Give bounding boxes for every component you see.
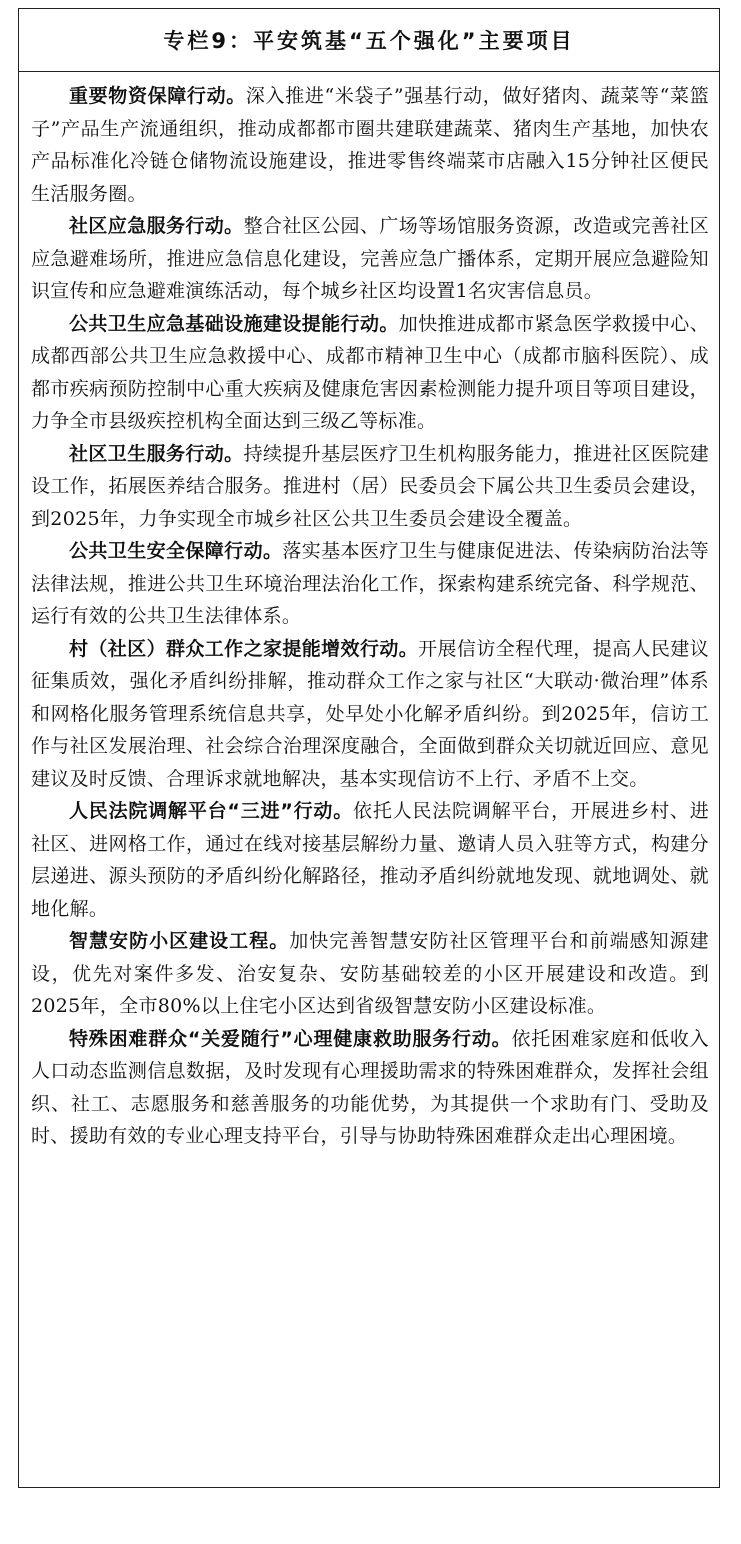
project-lead: 重要物资保障行动。: [69, 85, 246, 107]
project-item: [31, 633, 709, 796]
project-body: 整合社区公园、广场等场馆服务资源，改造或完善社区应急避难场所，推进应急信息化建设，完善应急广播体系，定期开展应急避险知识宣传和应急避难演练活动，每个城乡社区均设置1名灾害信息员。: [31, 215, 710, 302]
title-row: [19, 9, 719, 72]
project-body: 依托人民法院调解平台，开展进乡村、进社区、进网格工作，通过在线对接基层解纷力量、邀请人员入驻等方式，构建分层递进、源头预防的矛盾纠纷化解路径，推动矛盾纠纷就地发现、就地调处、就地化解。: [31, 800, 709, 920]
project-item: [31, 795, 709, 925]
project-lead: 人民法院调解平台“三进”行动。: [69, 800, 354, 822]
project-lead: 村（社区）群众工作之家提能增效行动。: [69, 637, 419, 660]
project-body: 依托困难家庭和低收入人口动态监测信息数据，及时发现有心理援助需求的特殊困难群众，发挥社会组织、社工、志愿服务和慈善服务的功能优势，为其提供一个求助有门、受助及时、援助有效的专业心理支持平台，引导与协助特殊困难群众走出心理困境。: [31, 1027, 709, 1147]
project-item: [31, 438, 709, 536]
project-lead: 特殊困难群众“关爱随行”心理健康救助服务行动。: [69, 1027, 512, 1050]
column-title: 专栏9：平安筑基“五个强化”主要项目: [163, 29, 575, 53]
project-lead: 智慧安防小区建设工程。: [69, 930, 290, 952]
project-lead: 社区应急服务行动。: [69, 215, 244, 237]
project-body: 加快推进成都市紧急医学救援中心、成都西部公共卫生应急救援中心、成都市精神卫生中心（成都市脑科医院）、成都市疾病预防控制中心重大疾病及健康危害因素检测能力提升项目等项目建设，力争全市县级疾控机构全面达到三级乙等标准。: [31, 312, 709, 432]
project-item: [31, 210, 709, 308]
project-item: [31, 80, 709, 210]
project-item: [31, 308, 709, 438]
project-body: 持续提升基层医疗卫生机构服务能力，推进社区医院建设工作，拓展医养结合服务。推进村（居）民委员会下属公共卫生委员会建设，到2025年，力争实现全市城乡社区公共卫生委员会建设全覆盖。: [31, 442, 710, 530]
project-lead: 公共卫生应急基础设施建设提能行动。: [69, 312, 399, 335]
project-item: [31, 1023, 709, 1153]
project-lead: 社区卫生服务行动。: [69, 442, 244, 465]
column-box: [18, 8, 720, 1488]
project-item: [31, 535, 709, 633]
project-body: 开展信访全程代理，提高人民建议征集质效，强化矛盾纠纷排解，推动群众工作之家与社区“大联动·微治理”体系和网格化服务管理系统信息共享，处早处小化解矛盾纠纷。到2025年，信访工作与社区发展治理、社会综合治理深度融合，全面做到群众关切就近回应、意见建议及时反馈、合理诉求就地解决，基本实现信访不上行、矛盾不上交。: [31, 637, 709, 790]
project-item: [31, 925, 709, 1023]
column-content: [19, 72, 719, 1153]
project-body: 深入推进“米袋子”强基行动，做好猪肉、蔬菜等“菜篮子”产品生产流通组织，推动成都都市圈共建联建蔬菜、猪肉生产基地，加快农产品标准化冷链仓储物流设施建设，推进零售终端菜市店融入15分钟社区便民生活服务圈。: [31, 85, 709, 205]
project-lead: 公共卫生安全保障行动。: [69, 540, 283, 562]
project-body: 落实基本医疗卫生与健康促进法、传染病防治法等法律法规，推进公共卫生环境治理法治化工作，探索构建系统完备、科学规范、运行有效的公共卫生法律体系。: [31, 540, 709, 627]
project-body: 加快完善智慧安防社区管理平台和前端感知源建设，优先对案件多发、治安复杂、安防基础较差的小区开展建设和改造。到2025年，全市80%以上住宅小区达到省级智慧安防小区建设标准。: [31, 930, 709, 1017]
